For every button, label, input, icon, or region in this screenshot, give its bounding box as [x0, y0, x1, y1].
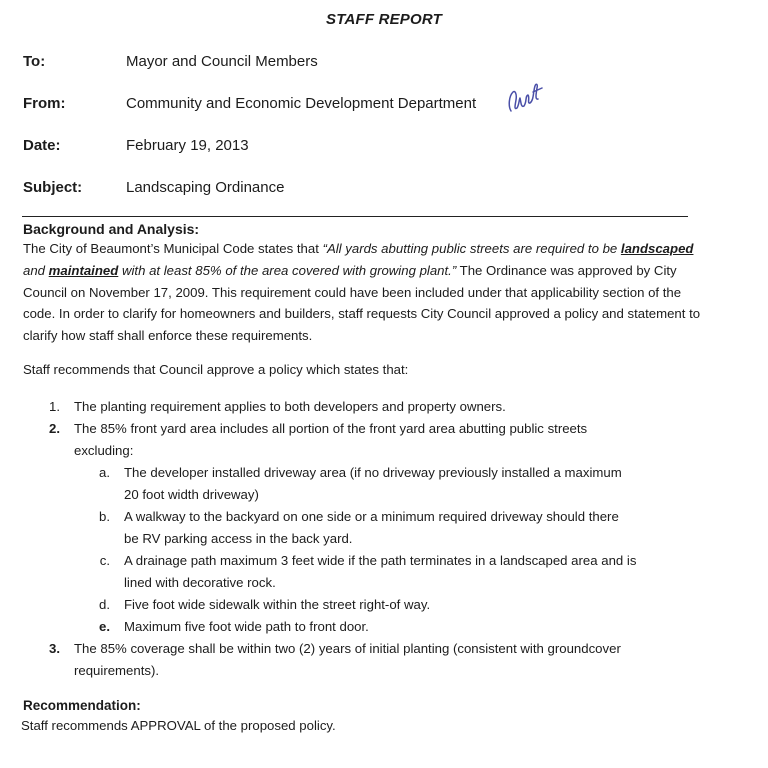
maintained-word: maintained — [48, 262, 119, 278]
from-value: Community and Economic Development Department — [126, 95, 477, 112]
list-item-3-line-1: The 85% coverage shall be within two (2) years of initial planting (consistent with groundcover — [74, 641, 621, 656]
list-item-2-line-1: The 85% front yard area includes all portion of the front yard area abutting public streets — [74, 421, 588, 436]
subject-value: Landscaping Ordinance — [126, 179, 285, 196]
sub-letter-e: e. — [99, 619, 110, 634]
background-heading: Background and Analysis: — [23, 221, 200, 237]
sub-item-c-line-2: lined with decorative rock. — [124, 575, 276, 590]
header-divider — [22, 216, 688, 217]
to-value: Mayor and Council Members — [126, 53, 318, 70]
paragraph-intro: The City of Beaumont’s Municipal Code states that — [23, 241, 323, 256]
handwritten-initials — [505, 78, 547, 118]
sub-letter-d: d. — [99, 597, 110, 612]
list-item-3-line-2: requirements). — [74, 663, 160, 678]
code-quote-start: “All yards abutting public streets are required to be — [322, 241, 621, 256]
list-number-2: 2. — [49, 421, 60, 436]
sub-item-c-line-1: A drainage path maximum 3 feet wide if the path terminates in a landscaped area and is — [124, 553, 637, 568]
date-value: February 19, 2013 — [126, 137, 249, 154]
policy-intro: Staff recommends that Council approve a policy which states that: — [23, 362, 409, 377]
sub-item-b-line-2: be RV parking access in the back yard. — [124, 531, 353, 546]
landscaped-word: landscaped — [620, 241, 694, 256]
list-number-1: 1. — [49, 399, 60, 414]
report-title: STAFF REPORT — [325, 11, 442, 28]
sub-item-a-line-2: 20 foot width driveway) — [124, 487, 259, 502]
list-number-3: 3. — [49, 641, 60, 656]
to-label: To: — [23, 53, 46, 70]
background-paragraph — [23, 238, 713, 347]
sub-letter-a: a. — [99, 465, 110, 480]
sub-item-b-line-1: A walkway to the backyard on one side or a minimum required driveway should there — [124, 509, 619, 524]
sub-item-a-line-1: The developer installed driveway area (if no driveway previously installed a maximum — [124, 465, 622, 480]
list-item-1: The planting requirement applies to both developers and property owners. — [74, 399, 506, 414]
and-word: and — [23, 262, 49, 278]
date-label: Date: — [23, 137, 61, 154]
paragraph-body: The Ordinance was approved by City Council on November 17, 2009. This requirement could have been included under that applicability section of the code. In order to clarify for homeowners and builders, staff requests City Council approved a policy and statement to clarify how staff shall enforce these requirements. — [23, 262, 701, 344]
code-quote-end: with at least 85% of the area covered with growing plant.” — [118, 262, 457, 278]
sub-item-e: Maximum five foot wide path to front door. — [124, 619, 369, 634]
from-label: From: — [23, 95, 66, 112]
recommendation-text: Staff recommends APPROVAL of the proposed policy. — [21, 718, 336, 733]
sub-item-d: Five foot wide sidewalk within the street right-of way. — [124, 597, 431, 612]
list-item-2-line-2: excluding: — [74, 443, 134, 458]
subject-label: Subject: — [23, 179, 83, 196]
sub-letter-b: b. — [99, 509, 110, 524]
recommendation-heading: Recommendation: — [23, 698, 141, 713]
sub-letter-c: c. — [99, 553, 110, 568]
